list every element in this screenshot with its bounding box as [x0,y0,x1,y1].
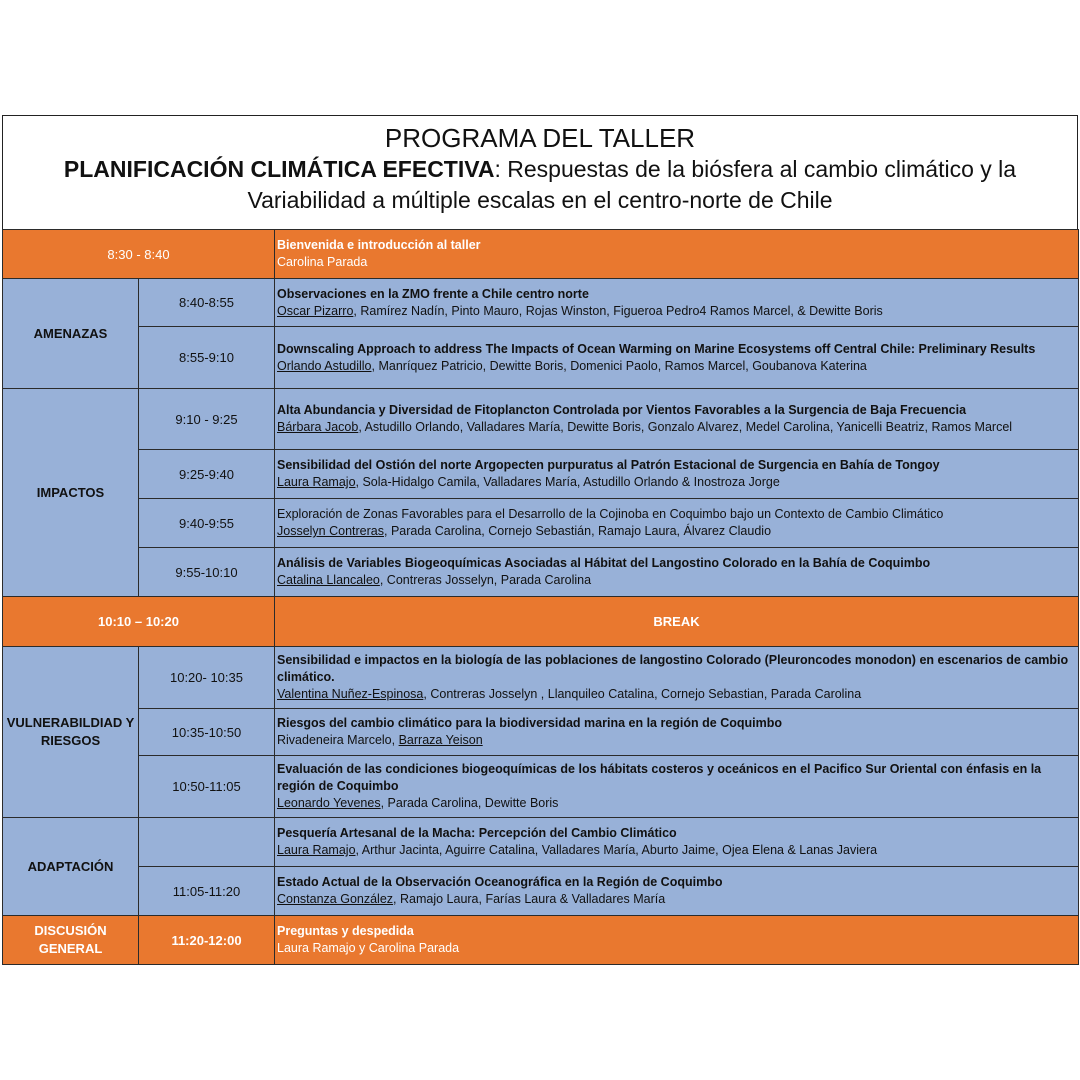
category-adaptacion: ADAPTACIÓN [3,818,139,916]
program-title: PROGRAMA DEL TALLER [384,123,696,153]
session-time: 9:10 - 9:25 [139,389,275,450]
co-authors: , Parada Carolina, Cornejo Sebastián, Ramajo Laura, Álvarez Claudio [384,524,772,538]
session-cell [275,389,1079,450]
co-authors: , Arthur Jacinta, Aguirre Catalina, Valladares María, Aburto Jaime, Ojea Elena & Lanas Javiera [355,843,878,857]
session-authors [277,303,1076,320]
session-cell [275,867,1079,916]
co-authors: Rivadeneira Marcelo, [277,733,399,747]
table-row [3,327,1079,389]
session-cell [275,916,1079,965]
session-title: Estado Actual de la Observación Oceanográfica en la Región de Coquimbo [277,875,723,889]
co-authors: , Sola-Hidalgo Camila, Valladares María, Astudillo Orlando & Inostroza Jorge [355,475,780,489]
session-title: Bienvenida e introducción al taller [277,238,481,252]
lead-author: Leonardo Yevenes [277,796,381,810]
table-row [3,450,1079,499]
session-authors [277,891,1076,908]
lead-author: Valentina Nuñez-Espinosa [277,687,424,701]
session-time: 8:55-9:10 [139,327,275,389]
session-time: 10:50-11:05 [139,756,275,818]
lead-author: Laura Ramajo [277,843,356,857]
session-cell [275,647,1079,709]
session-cell [275,818,1079,867]
lead-author: Catalina Llancaleo [277,573,380,587]
lead-author: Bárbara Jacob [277,420,359,434]
lead-author: Laura Ramajo [277,475,356,489]
category-impactos: IMPACTOS [3,389,139,597]
session-authors [277,572,1076,589]
session-time [139,818,275,867]
table-row [3,647,1079,709]
session-title: Riesgos del cambio climático para la biodiversidad marina en la región de Coquimbo [277,716,782,730]
co-authors: , Contreras Josselyn, Parada Carolina [379,573,592,587]
session-authors [277,686,1076,703]
program-table [2,229,1079,965]
session-cell [275,709,1079,756]
workshop-subtitle: Variabilidad a múltiple escalas en el centro-norte de Chile [247,187,833,213]
session-authors [277,842,1076,859]
lead-author: Barraza Yeison [398,733,483,747]
session-time: 11:20-12:00 [139,916,275,965]
session-authors [277,419,1076,436]
lead-author: Constanza González [277,892,394,906]
session-title: Preguntas y despedida [277,924,414,938]
table-row [3,548,1079,597]
category-vulnerabilidad: VULNERABILDIAD Y RIESGOS [3,647,139,818]
table-row [3,818,1079,867]
co-authors: , Ramírez Nadín, Pinto Mauro, Rojas Winston, Figueroa Pedro4 Ramos Marcel, & Dewitte Boris [353,303,883,318]
session-title: Sensibilidad del Ostión del norte Argopecten purpuratus al Patrón Estacional de Surgencia en Bahía de Tongoy [277,458,940,472]
session-authors [277,732,1076,749]
session-authors: Laura Ramajo y Carolina Parada [277,941,460,955]
table-row [3,709,1079,756]
session-time: 10:20- 10:35 [139,647,275,709]
session-authors: Carolina Parada [277,255,368,269]
welcome-session [275,230,1079,279]
session-authors [277,358,1076,375]
co-authors: , Ramajo Laura, Farías Laura & Valladares María [393,892,666,906]
workshop-title [3,154,1077,185]
session-title: Sensibilidad e impactos en la biología de las poblaciones de langostino Colorado (Pleuroncodes monodon) en escenarios de cambio climático. [277,653,1069,684]
break-label: BREAK [275,597,1079,647]
lead-author: Orlando Astudillo [277,358,372,373]
table-row [3,756,1079,818]
session-time: 9:55-10:10 [139,548,275,597]
co-authors: , Manríquez Patricio, Dewitte Boris, Domenici Paolo, Ramos Marcel, Goubanova Katerina [371,358,867,373]
session-cell [275,327,1079,389]
session-title: Análisis de Variables Biogeoquímicas Asociadas al Hábitat del Langostino Colorado en la Bahía de Coquimbo [277,556,931,570]
session-time: 10:35-10:50 [139,709,275,756]
table-row [3,230,1079,279]
table-row [3,867,1079,916]
session-time: 11:05-11:20 [139,867,275,916]
session-cell [275,499,1079,548]
session-title: Alta Abundancia y Diversidad de Fitoplancton Controlada por Vientos Favorables a la Surgencia de Baja Frecuencia [277,403,967,417]
table-row [3,597,1079,647]
session-title: Observaciones en la ZMO frente a Chile centro norte [277,286,589,301]
session-time: 9:25-9:40 [139,450,275,499]
session-title: Downscaling Approach to address The Impacts of Ocean Warming on Marine Ecosystems off Central Chile: Preliminary Results [277,341,1036,356]
welcome-time: 8:30 - 8:40 [3,230,275,279]
session-cell [275,279,1079,327]
table-row [3,279,1079,327]
co-authors: , Parada Carolina, Dewitte Boris [380,796,559,810]
table-row [3,499,1079,548]
table-row [3,389,1079,450]
break-time: 10:10 – 10:20 [3,597,275,647]
session-cell [275,756,1079,818]
session-title: Evaluación de las condiciones biogeoquímicas de los hábitats costeros y oceánicos en el Pacifico Sur Oriental con énfasis en la región de Coquimbo [277,762,1042,793]
category-discusion: DISCUSIÓN GENERAL [3,916,139,965]
session-title: Pesquería Artesanal de la Macha: Percepción del Cambio Climático [277,826,677,840]
session-time: 8:40-8:55 [139,279,275,327]
program-sheet [2,115,1078,965]
workshop-title-bold: PLANIFICACIÓN CLIMÁTICA EFECTIVA [63,156,495,182]
session-authors [277,474,1076,491]
co-authors: , Contreras Josselyn , Llanquileo Catalina, Cornejo Sebastian, Parada Carolina [423,687,862,701]
program-header [2,115,1078,231]
co-authors: , Astudillo Orlando, Valladares María, Dewitte Boris, Gonzalo Alvarez, Medel Carolina, Yanicelli Beatriz, Ramos Marcel [358,420,1013,434]
session-title: Exploración de Zonas Favorables para el Desarrollo de la Cojinoba en Coquimbo bajo un Contexto de Cambio Climático [277,507,944,521]
lead-author: Oscar Pizarro [277,303,354,318]
workshop-title-rest: : Respuestas de la biósfera al cambio climático y la [494,156,1017,182]
session-cell [275,450,1079,499]
session-authors [277,795,1076,812]
category-amenazas: AMENAZAS [3,279,139,389]
session-authors [277,523,1076,540]
session-cell [275,548,1079,597]
table-row [3,916,1079,965]
session-time: 9:40-9:55 [139,499,275,548]
lead-author: Josselyn Contreras [277,524,384,538]
